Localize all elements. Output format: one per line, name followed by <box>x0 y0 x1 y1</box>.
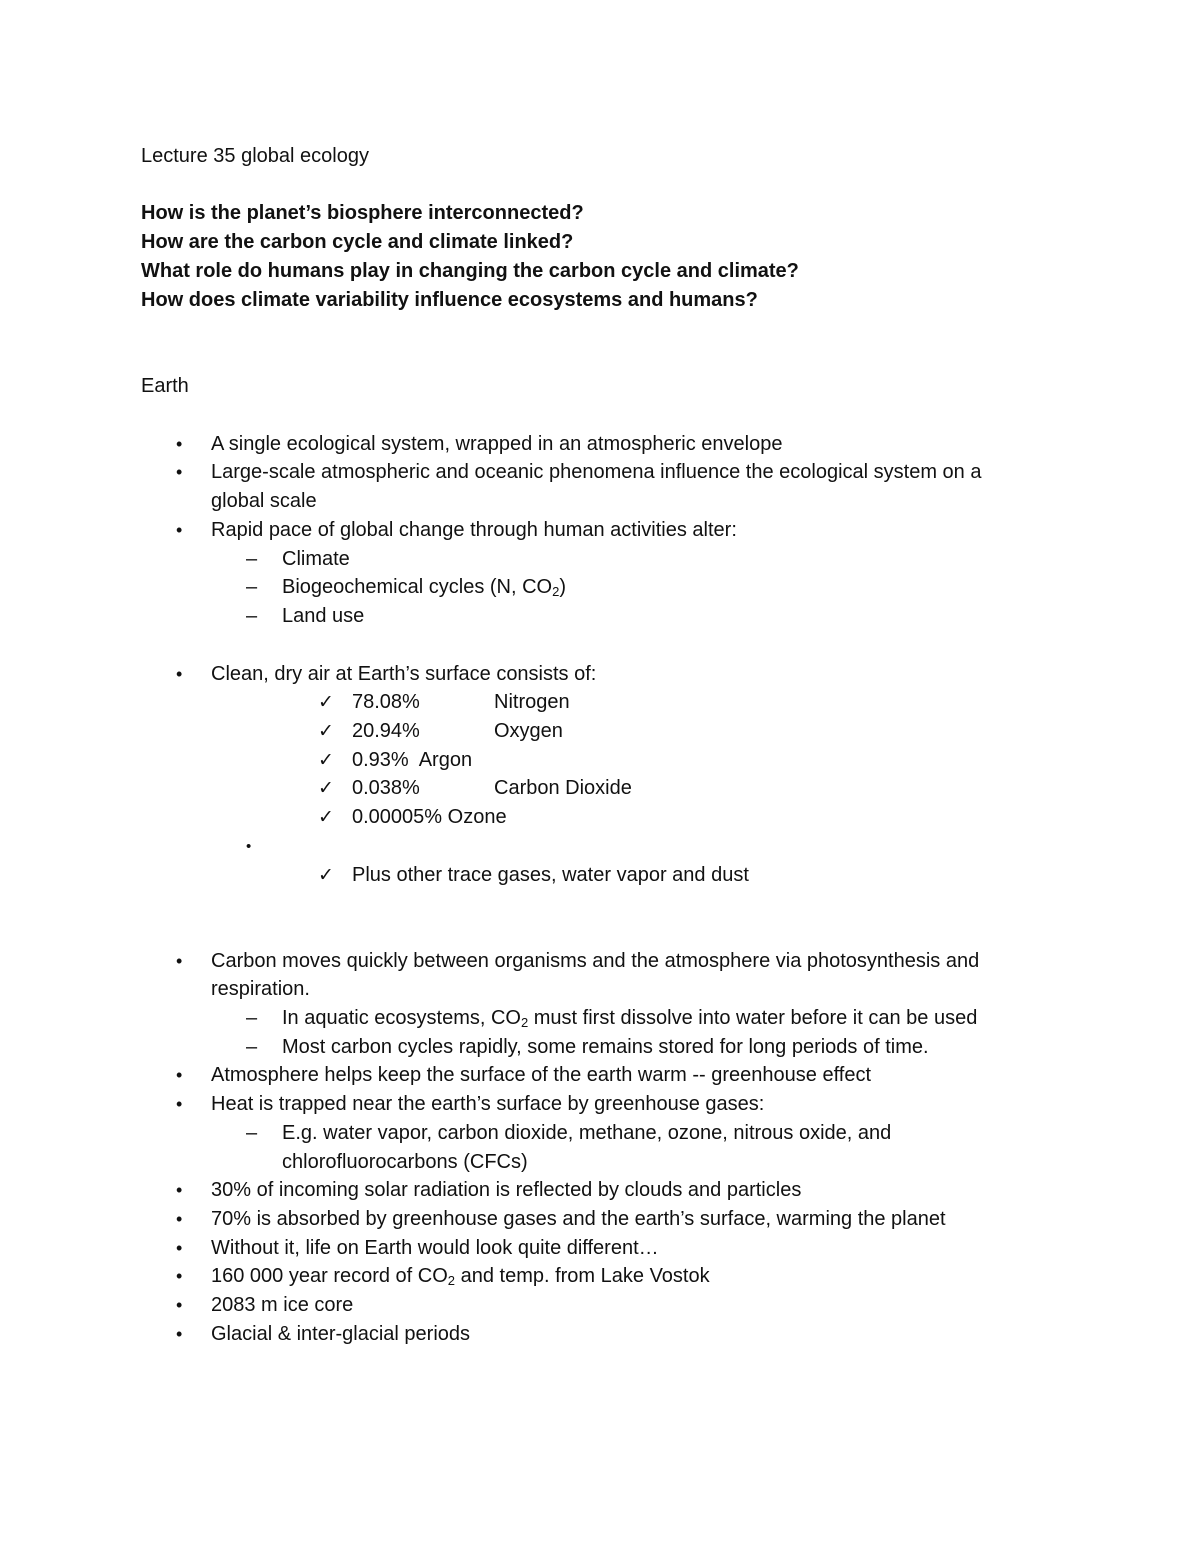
question-4: How does climate variability influence ecosystems and humans? <box>141 289 758 311</box>
bullet-icon: • <box>176 434 183 454</box>
sub-land-use: Land use <box>282 605 365 627</box>
bullet-icon: • <box>176 664 183 684</box>
air-pct-ozone: 0.00005% Ozone <box>352 806 507 828</box>
air-pct-co2: 0.038% <box>352 777 420 799</box>
bullet-absorbed: 70% is absorbed by greenhouse gases and the earth’s surface, warming the planet <box>211 1208 946 1230</box>
question-1: How is the planet’s biosphere interconnected? <box>141 202 584 224</box>
bullet-icon: • <box>176 1266 183 1286</box>
air-pct-oxygen: 20.94% <box>352 720 420 742</box>
air-pct-nitrogen: 78.08% <box>352 691 420 713</box>
carbon-aquatic <box>282 1004 977 1033</box>
question-2: How are the carbon cycle and climate linked? <box>141 231 574 253</box>
aquatic-text: In aquatic ecosystems, CO <box>282 1007 521 1029</box>
check-icon: ✓ <box>318 778 334 799</box>
bullet-icon: • <box>176 1065 183 1085</box>
sub-biogeochemical <box>282 573 566 602</box>
bullet-glacial: Glacial & inter-glacial periods <box>211 1323 471 1345</box>
dash-icon: – <box>246 548 258 570</box>
air-pct-argon: 0.93% Argon <box>352 749 473 771</box>
bullet-icon: • <box>176 1238 183 1258</box>
bullet-icon: • <box>176 1094 183 1114</box>
sub-climate: Climate <box>282 548 350 570</box>
bullet-large-scale-cont: global scale <box>211 490 317 512</box>
carbon-most: Most carbon cycles rapidly, some remains stored for long periods of time. <box>282 1036 929 1058</box>
carbon-line-2: respiration. <box>211 978 310 1000</box>
dash-icon: – <box>246 1122 258 1144</box>
air-gas-oxygen: Oxygen <box>494 720 563 742</box>
dash-icon: – <box>246 1007 258 1029</box>
check-icon: ✓ <box>318 692 334 713</box>
aquatic-subscript: 2 <box>520 1015 529 1030</box>
bullet-rapid-pace: Rapid pace of global change through human activities alter: <box>211 519 737 541</box>
sub-eg-line-2: chlorofluorocarbons (CFCs) <box>282 1151 528 1173</box>
section-heading: Earth <box>141 375 189 397</box>
bullet-icon: • <box>176 462 183 482</box>
dash-icon: – <box>246 605 258 627</box>
bullet-icon: • <box>176 1324 183 1344</box>
dash-icon: – <box>246 1036 258 1058</box>
bullet-without: Without it, life on Earth would look quite different… <box>211 1237 659 1259</box>
question-3: What role do humans play in changing the carbon cycle and climate? <box>141 260 799 282</box>
bullet-icon: • <box>176 951 183 971</box>
bullet-reflected: 30% of incoming solar radiation is reflected by clouds and particles <box>211 1179 802 1201</box>
bullet-icon: • <box>176 520 183 540</box>
air-gas-nitrogen: Nitrogen <box>494 691 570 713</box>
vostok-suffix: and temp. from Lake Vostok <box>455 1265 710 1287</box>
air-intro: Clean, dry air at Earth’s surface consists of: <box>211 663 597 685</box>
check-icon: ✓ <box>318 807 334 828</box>
air-gas-co2: Carbon Dioxide <box>494 777 632 799</box>
vostok-subscript: 2 <box>447 1273 456 1288</box>
bullet-icon: • <box>176 1180 183 1200</box>
bullet-ice-core: 2083 m ice core <box>211 1294 354 1316</box>
biogeo-subscript: 2 <box>552 584 560 599</box>
check-icon: ✓ <box>318 721 334 742</box>
lecture-title: Lecture 35 global ecology <box>141 145 369 167</box>
check-icon: ✓ <box>318 750 334 771</box>
bullet-icon: • <box>246 838 252 855</box>
sub-eg-line-1: E.g. water vapor, carbon dioxide, methane, ozone, nitrous oxide, and <box>282 1122 892 1144</box>
bullet-icon: • <box>176 1295 183 1315</box>
biogeo-text: Biogeochemical cycles (N, CO <box>282 576 553 598</box>
bullet-heat: Heat is trapped near the earth’s surface by greenhouse gases: <box>211 1093 765 1115</box>
aquatic-suffix: must first dissolve into water before it can be used <box>528 1007 978 1029</box>
biogeo-suffix: ) <box>559 576 566 598</box>
bullet-atmosphere: Atmosphere helps keep the surface of the earth warm -- greenhouse effect <box>211 1064 871 1086</box>
carbon-line-1: Carbon moves quickly between organisms and the atmosphere via photosynthesis and <box>211 950 980 972</box>
vostok-text: 160 000 year record of CO <box>211 1265 448 1287</box>
bullet-icon: • <box>176 1209 183 1229</box>
check-icon: ✓ <box>318 865 334 886</box>
air-other: Plus other trace gases, water vapor and dust <box>352 864 749 886</box>
dash-icon: – <box>246 576 258 598</box>
bullet-single-system: A single ecological system, wrapped in an atmospheric envelope <box>211 433 783 455</box>
bullet-large-scale: Large-scale atmospheric and oceanic phenomena influence the ecological system on a <box>211 461 982 483</box>
bullet-vostok <box>211 1262 710 1291</box>
